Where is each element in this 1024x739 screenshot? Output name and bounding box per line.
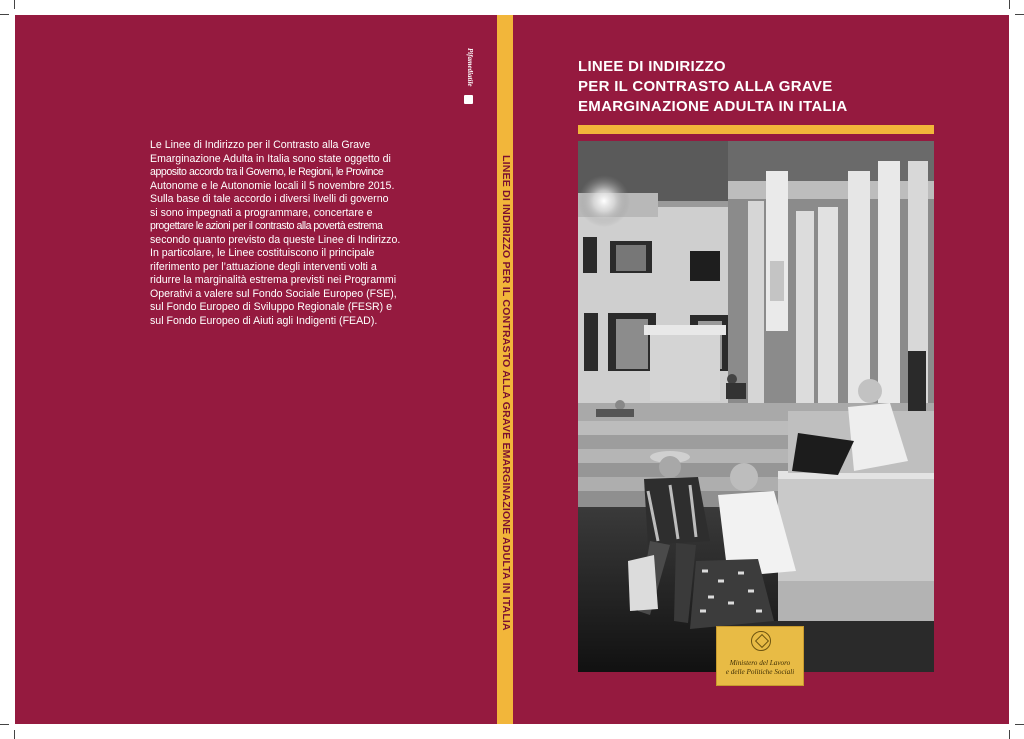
blurb-line: ridurre la marginalità estrema previsti nei Programmi	[150, 274, 397, 286]
blurb-line: si sono impegnati a programmare, concertare e	[150, 206, 373, 219]
spine-title: LINEE DI INDIRIZZO PER IL CONTRASTO ALLA GRAVE EMARGINAZIONE ADULTA IN ITALIA	[500, 155, 512, 631]
blurb-line: Le Linee di Indirizzo per il Contrasto alla Grave	[150, 139, 371, 151]
crop-mark	[0, 14, 9, 15]
blurb-line: secondo quanto previsto da queste Linee di Indirizzo.	[150, 233, 401, 246]
blurb-line: Emarginazione Adulta in Italia sono state oggetto di	[150, 152, 391, 165]
cover-photo	[578, 141, 934, 672]
blurb-line: progettare le azioni per il contrasto alla povertà estrema	[150, 220, 383, 232]
publisher-icon	[464, 95, 473, 104]
emblem-line: e delle Politiche Sociali	[725, 668, 795, 676]
title-line: EMARGINAZIONE ADULTA IN ITALIA	[578, 98, 848, 115]
crop-mark	[1009, 0, 1010, 9]
emblem-line: Ministero del Lavoro	[729, 659, 791, 667]
crop-mark	[1015, 14, 1024, 15]
blurb-line: Autonome e le Autonomie locali il 5 novembre 2015.	[150, 179, 395, 192]
blurb-line: riferimento per l’attuazione degli interventi volti a	[150, 260, 377, 273]
front-cover-title	[578, 57, 938, 117]
blurb-line: sul Fondo Europeo di Sviluppo Regionale (FESR) e	[150, 301, 393, 313]
blurb-line: In particolare, le Linee costituiscono il principale	[150, 247, 375, 259]
crop-mark	[1015, 724, 1024, 725]
publisher-name: Pifamediatile	[466, 48, 474, 87]
back-cover-blurb	[150, 139, 407, 328]
title-line: LINEE DI INDIRIZZO	[578, 58, 726, 75]
crop-mark	[14, 730, 15, 739]
italian-republic-seal-icon	[751, 631, 771, 651]
title-line: PER IL CONTRASTO ALLA GRAVE	[578, 78, 833, 95]
blurb-line: sul Fondo Europeo di Aiuti agli Indigenti (FEAD).	[150, 314, 378, 327]
crop-mark	[1009, 730, 1010, 739]
title-underline-bar	[578, 125, 934, 134]
ministry-emblem	[716, 626, 804, 686]
crop-mark	[14, 0, 15, 9]
crop-mark	[0, 724, 9, 725]
publisher-logo	[462, 48, 476, 106]
blurb-line: Sulla base di tale accordo i diversi livelli di governo	[150, 193, 389, 205]
street-scene-photo	[578, 141, 934, 672]
blurb-line: Operativi a valere sul Fondo Sociale Europeo (FSE),	[150, 287, 397, 300]
blurb-line: apposito accordo tra il Governo, le Regioni, le Province	[150, 166, 384, 178]
